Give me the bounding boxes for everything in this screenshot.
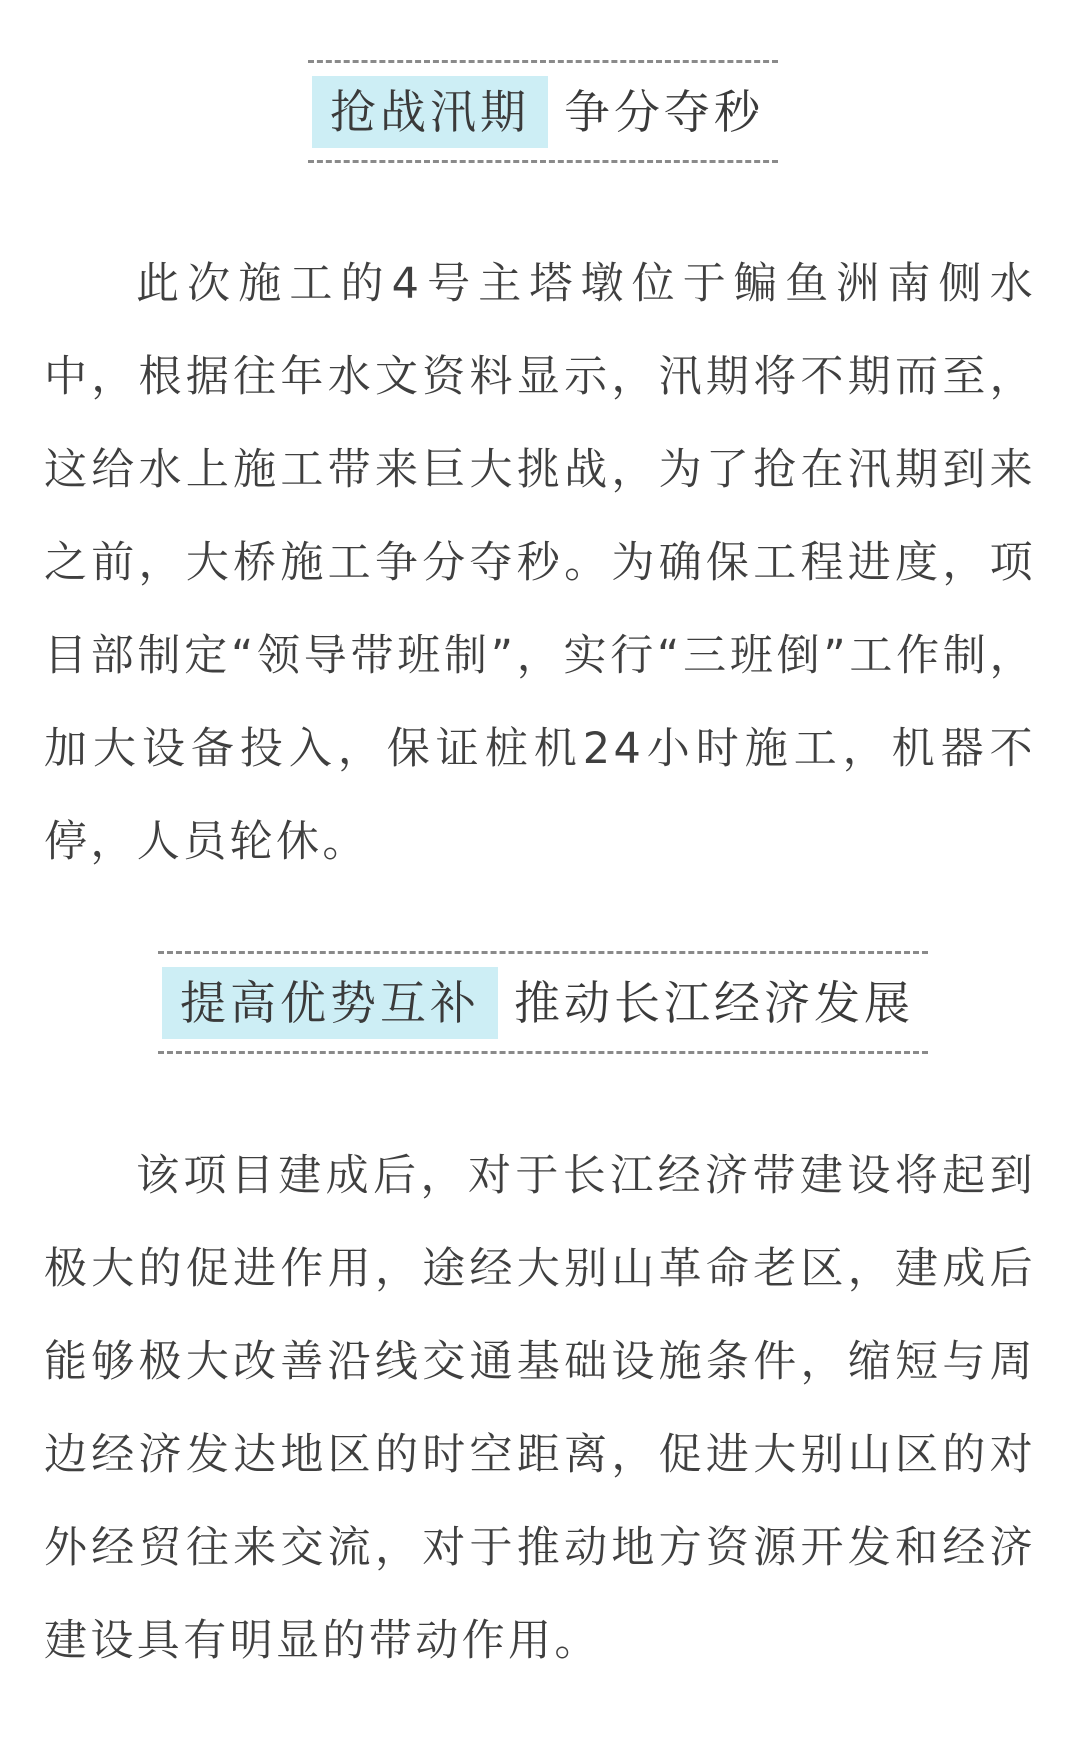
- heading-row: [162, 967, 914, 1039]
- heading-highlight: 抢战汛期: [312, 76, 548, 148]
- heading-row: [312, 76, 764, 148]
- heading-text: 争分夺秒: [564, 85, 764, 139]
- body-paragraph-1: 此次施工的4号主塔墩位于鳊鱼洲南侧水中，根据往年水文资料显示，汛期将不期而至，这给水上施工带来巨大挑战，为了抢在汛期到来之前，大桥施工争分夺秒。为确保工程进度，项目部制定“领导带班制”，实行“三班倒”工作制，加大设备投入，保证桩机24小时施工，机器不停，人员轮休。: [44, 259, 1036, 867]
- body-paragraph-2: 该项目建成后，对于长江经济带建设将起到极大的促进作用，途经大别山革命老区，建成后能够极大改善沿线交通基础设施条件，缩短与周边经济发达地区的时空距离，促进大别山区的对外经贸往来交流，对于推动地方资源开发和经济建设具有明显的带动作用。: [44, 1151, 1036, 1666]
- heading-highlight: 提高优势互补: [162, 967, 498, 1039]
- heading-bottom-divider: [308, 160, 778, 163]
- heading-top-divider: [308, 60, 778, 63]
- heading-bottom-divider: [158, 1051, 928, 1054]
- heading-top-divider: [158, 951, 928, 954]
- heading-text: 推动长江经济发展: [514, 976, 914, 1030]
